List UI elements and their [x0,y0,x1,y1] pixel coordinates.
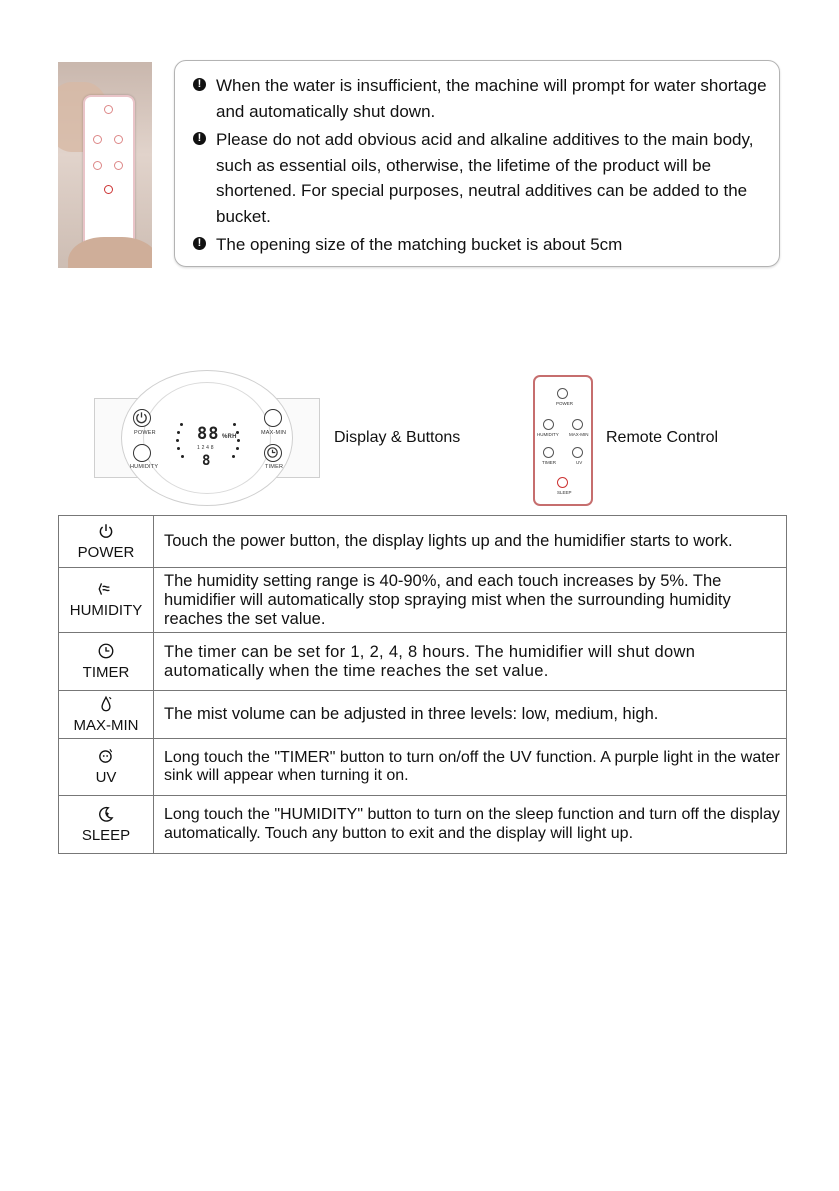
display-dot [232,455,235,458]
timer-icon [265,445,280,460]
remote-caption: Remote Control [606,429,719,446]
function-label: POWER [77,543,135,561]
function-description: Touch the power button, the display lights up and the humidifier starts to work. [154,516,787,568]
table-row [59,739,787,796]
power-icon [134,410,149,425]
panel-maxmin-button [264,409,282,427]
table-row [59,796,787,854]
note-item: ! The opening size of the matching bucket is about 5cm [193,232,769,258]
function-label: HUMIDITY [69,602,143,619]
display-dot [177,431,180,434]
notes-box [174,60,780,267]
panel-humidity-button [133,444,151,462]
display-caption: Display & Buttons [334,429,461,446]
function-icon-cell [59,739,154,796]
remote-sleep-label: SLEEP [557,490,572,495]
display-timer-marks: 1 2 4 8 [197,445,214,451]
note-item: ! Please do not add obvious acid and alkaline additives to the main body, such as essential oils, otherwise, the lifetime of the product will be shortened. For special purposes, neutral additives can be added to the bucket. [193,127,769,229]
remote-maxmin-label: MAX-MIN [569,432,589,437]
remote-uv-button [572,447,583,458]
display-dot [237,439,240,442]
warning-icon: ! [193,237,206,250]
function-label: UV [95,769,117,786]
remote-timer-button [543,447,554,458]
display-dot [236,447,239,450]
table-row [59,516,787,568]
panel-humidity-label: HUMIDITY [130,464,159,470]
function-description: Long touch the "TIMER" button to turn on/off the UV function. A purple light in the water sink will appear when turning it on. [154,739,787,796]
remote-control-illustration [533,375,593,506]
remote-timer-label: TIMER [542,460,556,465]
display-dot [181,455,184,458]
function-label: TIMER [82,663,130,681]
display-digit-small: 8 [202,453,211,469]
photo-remote-button [93,135,102,144]
function-label: MAX-MIN [73,716,139,734]
humidity-icon [59,580,153,602]
remote-photo [58,62,152,268]
photo-remote-button [104,105,113,114]
remote-uv-label: UV [576,460,583,465]
photo-remote [83,95,135,254]
timer-icon [59,642,153,664]
remote-sleep-button [557,477,568,488]
control-panel-illustration [94,368,320,508]
sleep-icon [59,805,153,827]
photo-remote-button [114,135,123,144]
function-icon-cell [59,796,154,854]
table-row [59,691,787,739]
display-dot [233,423,236,426]
hand-shape [68,237,152,268]
note-item: ! When the water is insufficient, the machine will prompt for water shortage and automatically shut down. [193,73,769,124]
display-dot [177,447,180,450]
photo-remote-button [93,161,102,170]
panel-power-label: POWER [134,430,156,436]
display-dot [180,423,183,426]
table-row [59,633,787,691]
function-description: The timer can be set for 1, 2, 4, 8 hours. The humidifier will shut down automatically when the time reaches the set value. [154,633,787,691]
function-icon-cell [59,568,154,633]
remote-humidity-label: HUMIDITY [537,432,559,437]
panel-maxmin-label: MAX-MIN [261,430,287,436]
photo-remote-button [114,161,123,170]
display-unit: %RH [222,434,237,440]
display-dot [176,439,179,442]
function-description: The humidity setting range is 40-90%, and each touch increases by 5%. The humidifier will automatically stop spraying mist when the surrounding humidity reaches the set value. [154,568,787,633]
function-table [58,515,787,854]
function-icon-cell [59,633,154,691]
photo-remote-button [104,185,113,194]
mist-drop-icon [59,695,153,717]
function-description: The mist volume can be adjusted in three levels: low, medium, high. [154,691,787,739]
uv-icon [59,747,153,769]
warning-icon: ! [193,132,206,145]
remote-power-button [557,388,568,399]
display-digits: 88 [197,424,220,444]
panel-timer-button [264,444,282,462]
table-row [59,568,787,633]
warning-icon: ! [193,78,206,91]
panel-power-button [133,409,151,427]
remote-humidity-button [543,419,554,430]
function-icon-cell [59,516,154,568]
remote-power-label: POWER [556,401,574,406]
function-icon-cell [59,691,154,739]
panel-timer-label: TIMER [265,464,284,470]
function-label: SLEEP [81,826,131,844]
power-icon [59,522,153,544]
function-description: Long touch the "HUMIDITY" button to turn on the sleep function and turn off the display automatically. Touch any button to exit and the display will light up. [154,796,787,854]
remote-maxmin-button [572,419,583,430]
